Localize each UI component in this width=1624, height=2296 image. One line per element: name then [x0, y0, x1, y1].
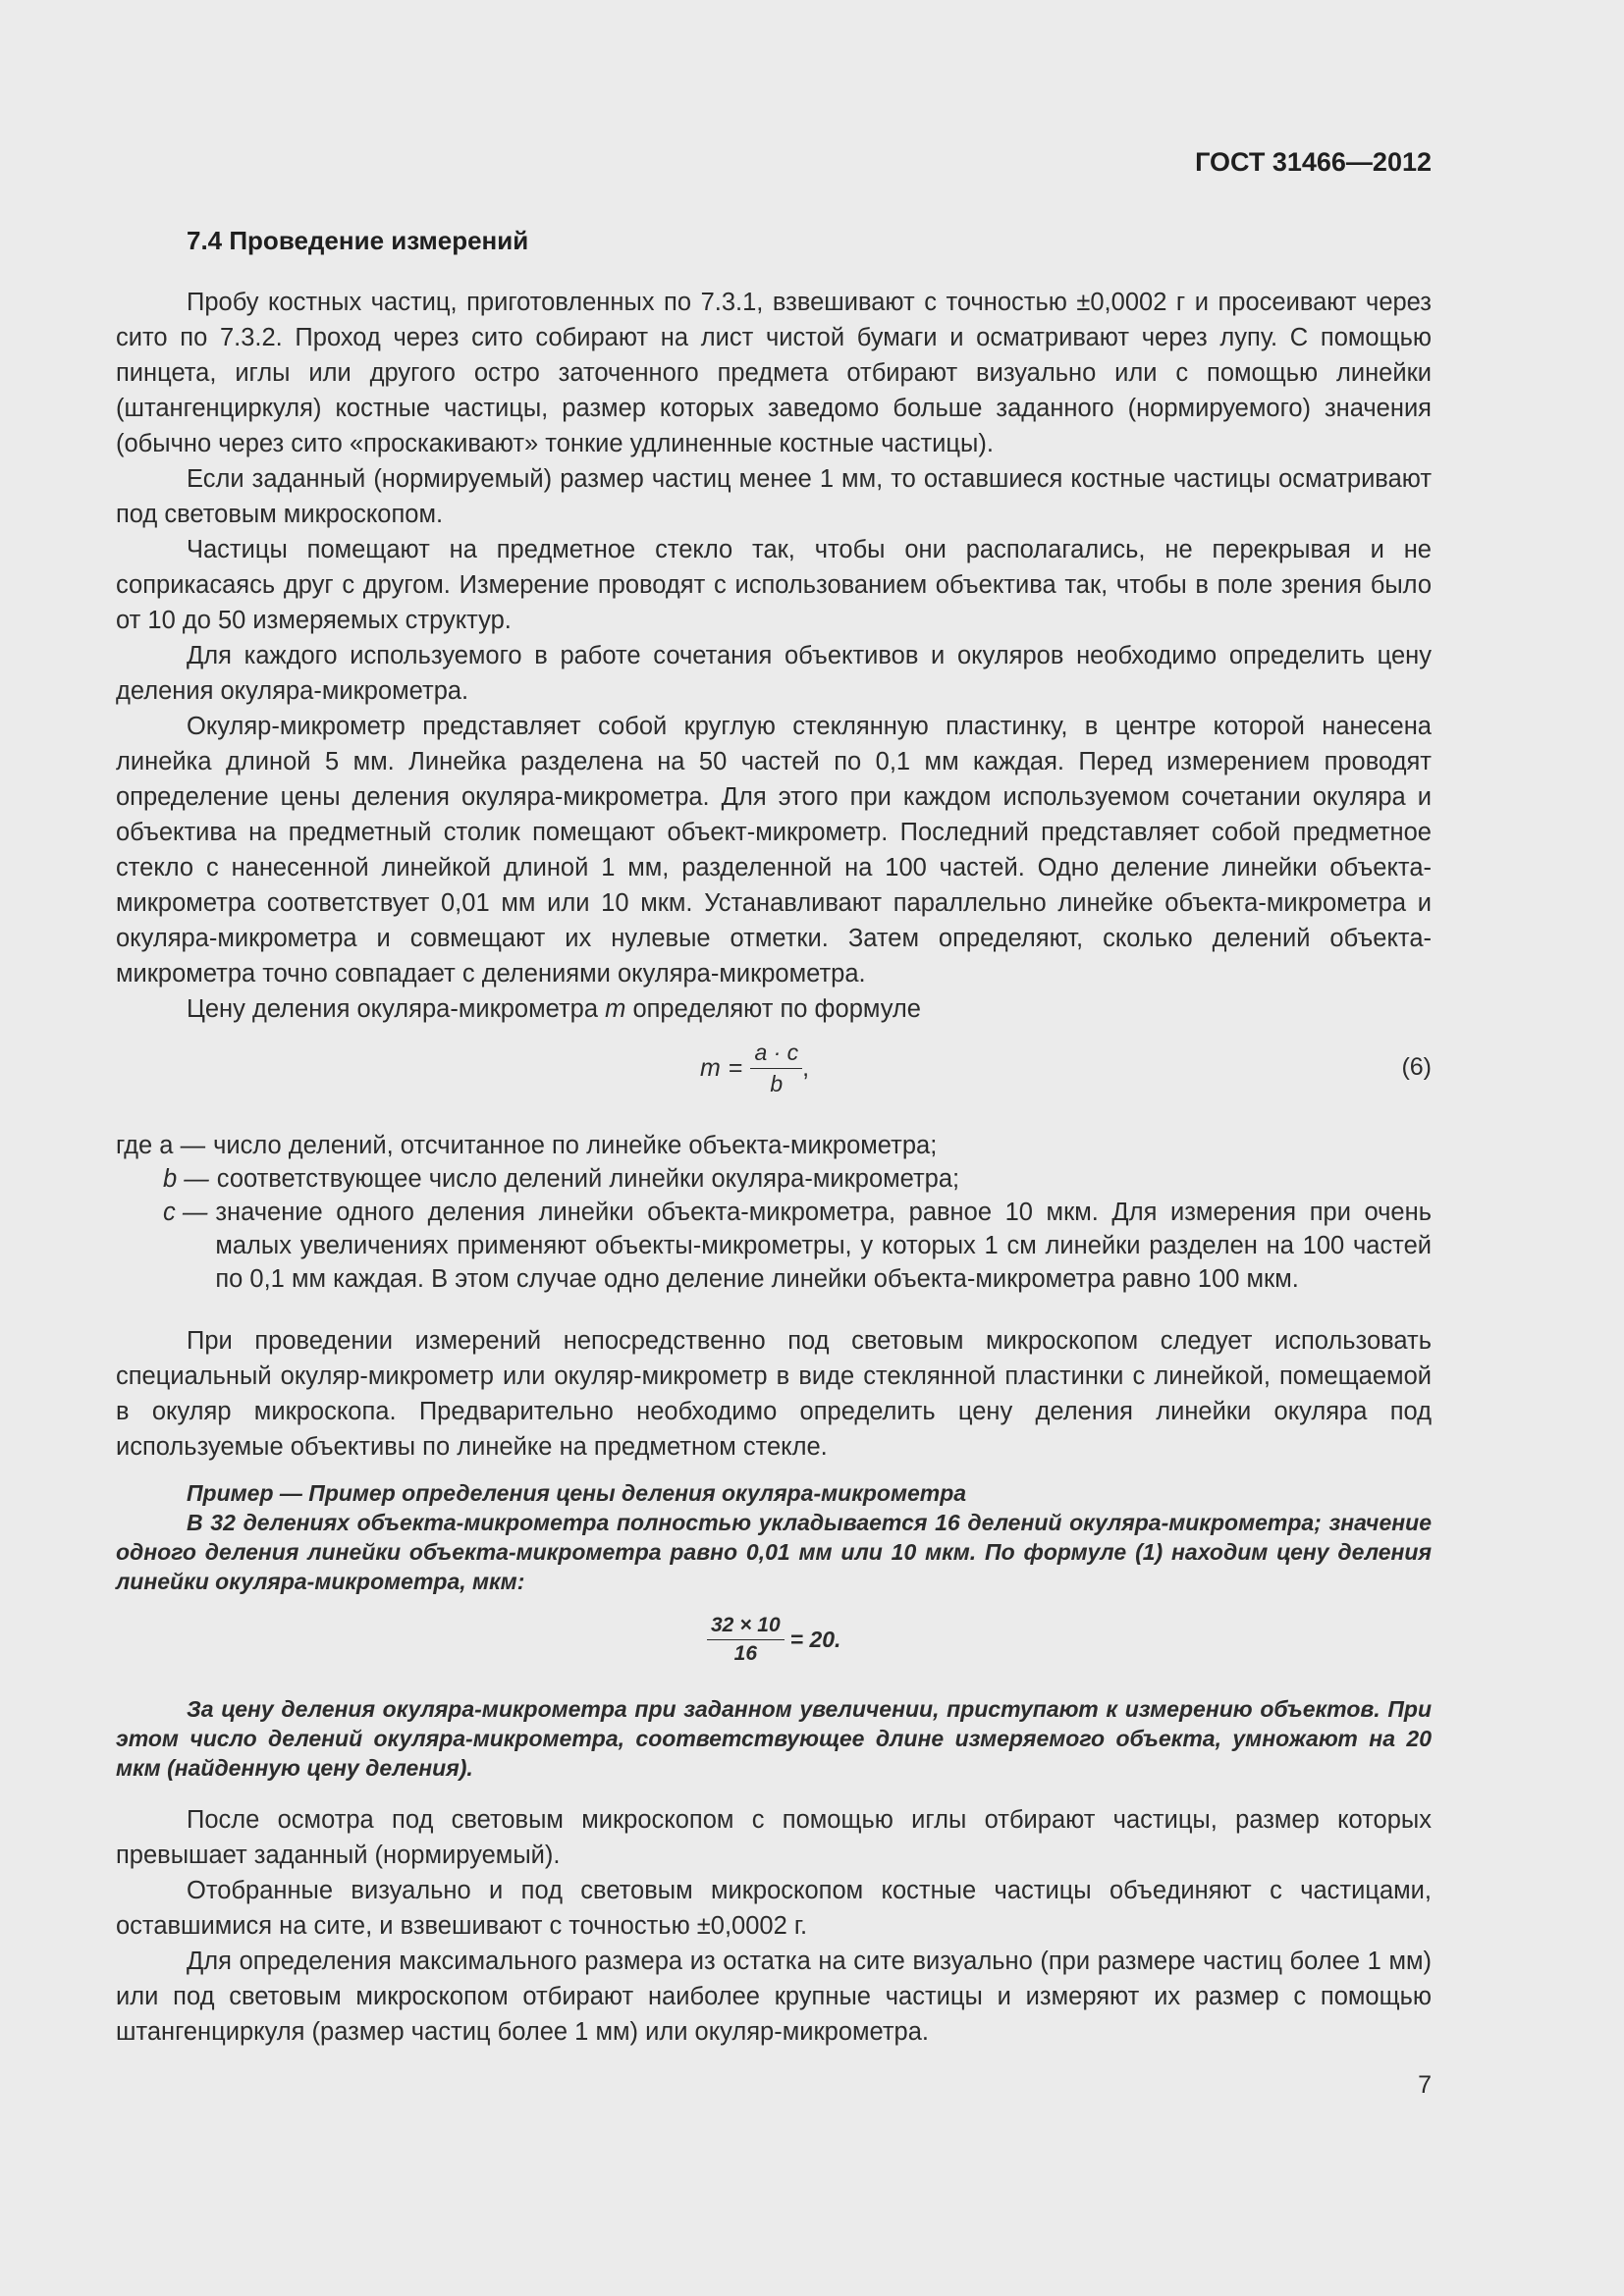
legend-text: число делений, отсчитанное по линейке объекта-микрометра; [213, 1132, 938, 1159]
paragraph: Пробу костных частиц, приготовленных по 7.3.1, взвешивают с точностью ±0,0002 г и просеивают через сито по 7.3.2. Проход через сито собирают на лист чистой бумаги и осматривают через лупу. С помощью пинцета, иглы или другого остро заточенного предмета отбирают визуально или с помощью линейки (штангенциркуля) костные частицы, размер которых заведомо больше заданного (нормируемого) значения (обычно через сито «проскакивают» тонкие удлиненные костные частицы). [116, 289, 1432, 457]
legend-label: c — [163, 1199, 208, 1226]
body-text-top [116, 285, 1432, 1027]
paragraph: Если заданный (нормируемый) размер частиц менее 1 мм, то оставшиеся костные частицы осматривают под световым микроскопом. [116, 465, 1432, 528]
formula-legend [116, 1129, 1432, 1296]
formula-6-expression [700, 1040, 809, 1097]
formula-denominator: b [770, 1071, 784, 1096]
legend-text: соответствующее число делений линейки окуляра-микрометра; [216, 1165, 960, 1193]
example-title: Пример — Пример определения цены деления окуляра-микрометра [187, 1480, 967, 1506]
paragraph: После осмотра под световым микроскопом с помощью иглы отбирают частицы, размер которых превышает заданный (нормируемый). [116, 1806, 1432, 1869]
formula-intro: Цену деления окуляра-микрометра m определяют по формуле [187, 995, 921, 1023]
example-block [116, 1478, 1432, 1596]
formula-numerator: a · c [750, 1040, 802, 1069]
example-numerator: 32 × 10 [707, 1614, 785, 1640]
formula-trail: , [802, 1054, 810, 1082]
example-formula [707, 1614, 840, 1666]
formula-number: (6) [1401, 1053, 1432, 1081]
legend-text: значение одного деления линейки объекта-микрометра, равное 10 мкм. Для измерения при очень малых увеличениях применяют объекты-микрометры, у которых 1 см линейки разделен на 100 частей по 0,1 мм каждая. В этом случае одно деление линейки объекта-микрометра равно 100 мкм. [215, 1199, 1432, 1293]
formula-fraction [750, 1040, 802, 1097]
page-number: 7 [1418, 2071, 1432, 2099]
paragraph: При проведении измерений непосредственно под световым микроскопом следует использовать специальный окуляр-микрометр или окуляр-микрометр в виде стеклянной пластинки с линейкой, помещаемой в окуляр микроскопа. Предварительно необходимо определить цену деления линейки окуляра под используемые объективы по линейке на предметном стекле. [116, 1327, 1432, 1461]
legend-item [116, 1162, 1432, 1196]
paragraph: Окуляр-микрометр представляет собой круглую стеклянную пластинку, в центре которой нанесена линейка длиной 5 мм. Линейка разделена на 50 частей по 0,1 мм каждая. Перед измерением проводят определение цены деления окуляра-микрометра. Для этого при каждом используемом сочетании окуляра и объектива на предметный столик помещают объект-микрометр. Последний представляет собой предметное стекло с нанесенной линейкой длиной 1 мм, разделенной на 100 частей. Одно деление линейки объекта-микрометра соответствует 0,01 мм или 10 мкм. Устанавливают параллельно линейке объекта-микрометра и окуляра-микрометра и совмещают их нулевые отметки. Затем определяют, сколько делений объекта-микрометра точно совпадает с делениями окуляра-микрометра. [116, 713, 1432, 988]
document-code: ГОСТ 31466—2012 [1195, 147, 1432, 177]
example-result: = 20. [789, 1627, 841, 1652]
example-conclusion-block [116, 1694, 1432, 1783]
paragraph: Отобранные визуально и под световым микроскопом костные частицы объединяют с частицами, оставшимися на сите, и взвешивают с точностью ±0,0002 г. [116, 1877, 1432, 1940]
example-body: В 32 делениях объекта-микрометра полностью укладывается 16 делений окуляра-микрометра; значение одного деления линейки объекта-микрометра равно 0,01 мм или 10 мкм. По формуле (1) находим цену деления линейки окуляра-микрометра, мкм: [116, 1510, 1432, 1594]
paragraph: Для определения максимального размера из остатка на сите визуально (при размере частиц более 1 мм) или под световым микроскопом отбирают наиболее крупные частицы и измеряют их размер с помощью штангенциркуля (размер частиц более 1 мм) или окуляр-микрометра. [116, 1948, 1432, 2046]
paragraph: Для каждого используемого в работе сочетания объективов и окуляров необходимо определить цену деления окуляра-микрометра. [116, 642, 1432, 705]
formula-equals: = [728, 1054, 743, 1082]
example-conclusion: За цену деления окуляра-микрометра при заданном увеличении, приступают к измерению объектов. При этом число делений окуляра-микрометра, соответствующее длине измеряемого объекта, умножают на 20 мкм (найденную цену деления). [116, 1696, 1432, 1781]
body-text-bottom [116, 1802, 1432, 2050]
paragraph: Частицы помещают на предметное стекло так, чтобы они располагались, не перекрывая и не соприкасаясь друг с другом. Измерение проводят с использованием объектива так, чтобы в поле зрения было от 10 до 50 измеряемых структур. [116, 536, 1432, 634]
legend-item [116, 1196, 1432, 1296]
section-title: 7.4 Проведение измерений [187, 226, 529, 255]
legend-label: где a — [116, 1132, 206, 1159]
example-denominator: 16 [733, 1642, 757, 1665]
example-fraction [707, 1614, 785, 1666]
legend-label: b — [163, 1165, 209, 1193]
legend-item [116, 1129, 1432, 1162]
body-text-middle [116, 1323, 1432, 1465]
formula-6 [116, 1038, 1432, 1106]
formula-intro-variable: m [605, 995, 626, 1023]
formula-lhs: m [700, 1054, 721, 1082]
